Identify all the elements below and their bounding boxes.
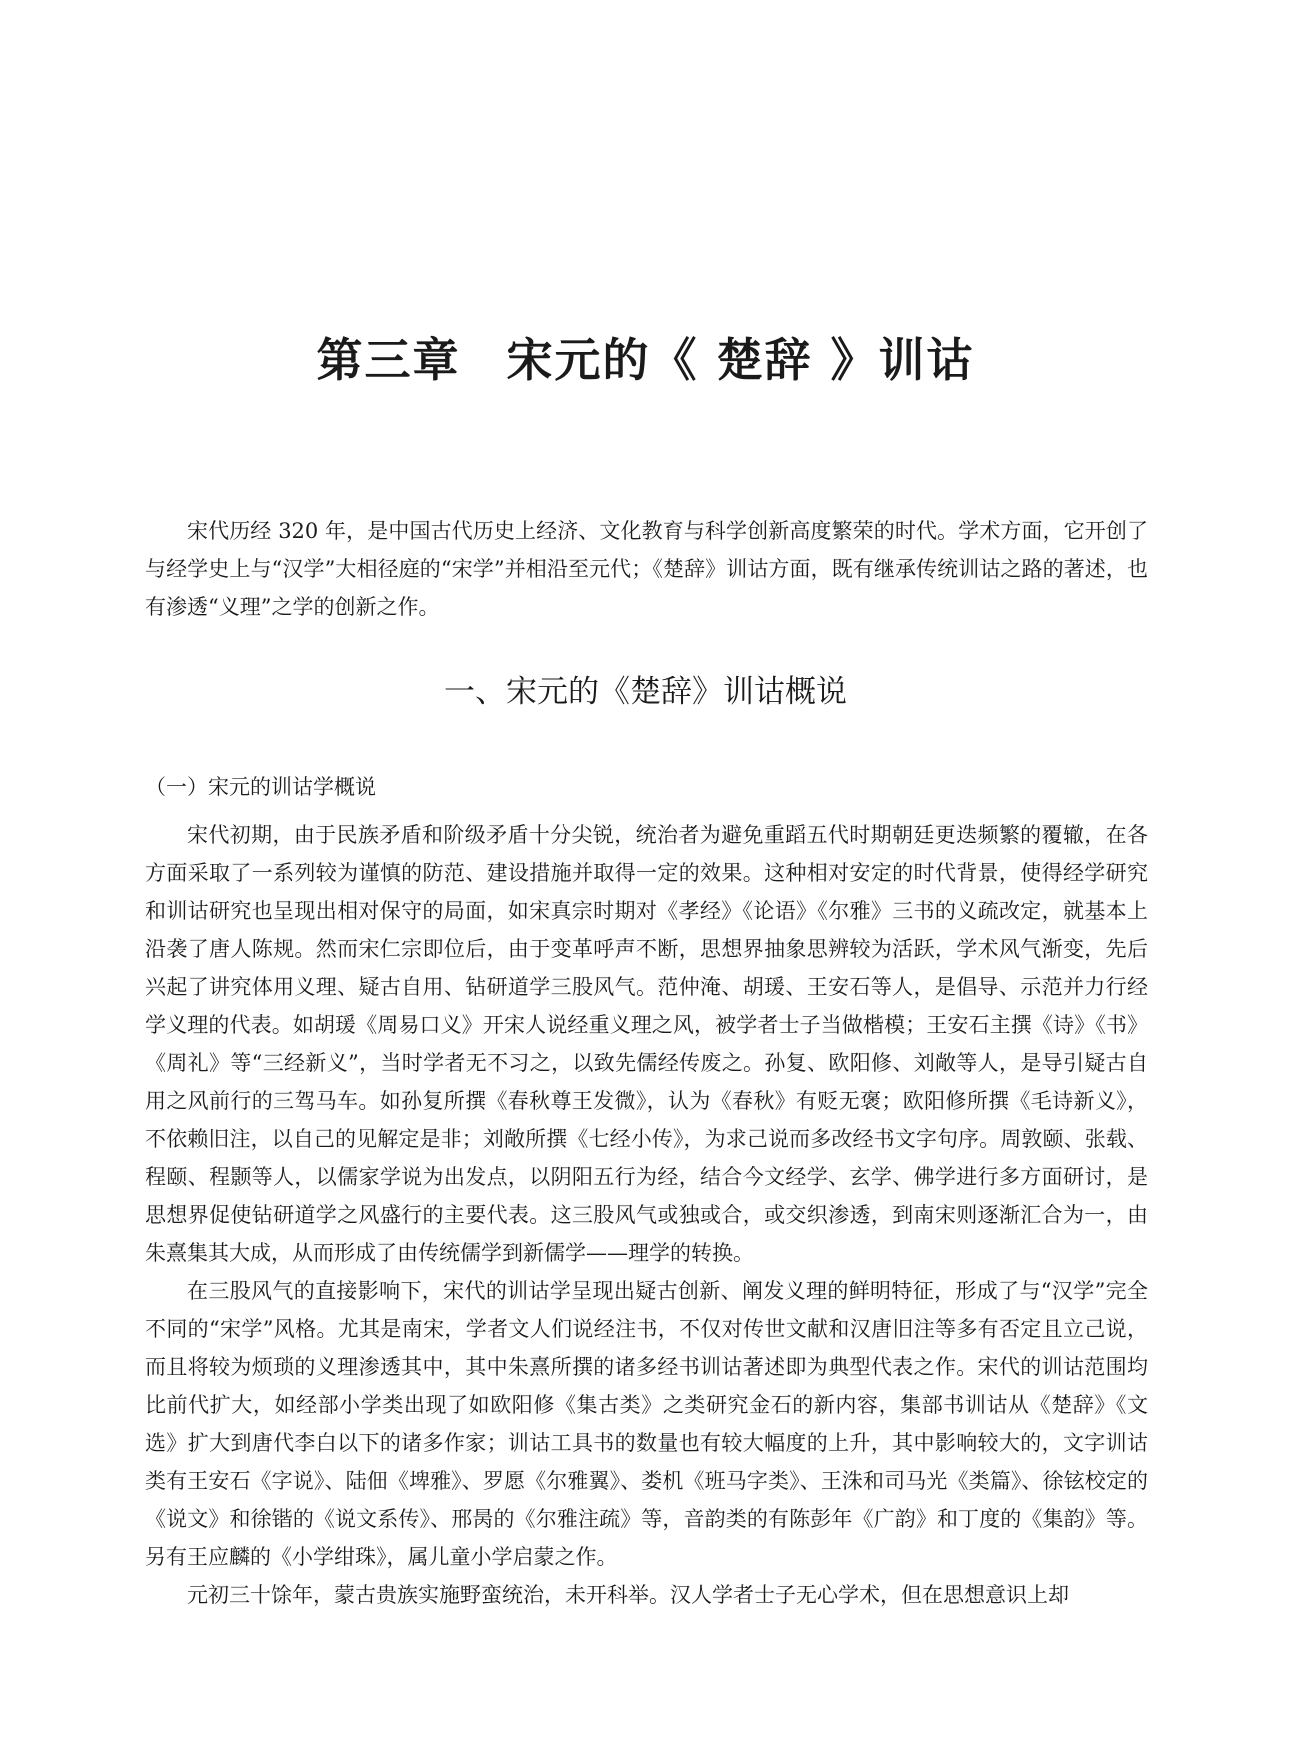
intro-block <box>145 512 1148 626</box>
subsection-title: （一）宋元的训诂学概说 <box>145 775 376 799</box>
intro-paragraph: 宋代历经 320 年，是中国古代历史上经济、文化教育与科学创新高度繁荣的时代。学术方面，它开创了与经学史上与“汉学”大相径庭的“宋学”并相沿至元代；《楚辞》训诂方面，既有继承传统训诂之路的著述，也有渗透“义理”之学的创新之作。 <box>145 519 1148 619</box>
chapter-title <box>0 330 1291 390</box>
chapter-name: 宋元的《 楚辞 》训诂 <box>506 333 975 387</box>
body-paragraph-2: 在三股风气的直接影响下，宋代的训诂学呈现出疑古创新、阐发义理的鲜明特征，形成了与“汉学”完全不同的“宋学”风格。尤其是南宋，学者文人们说经注书，不仅对传世文献和汉唐旧注等多有否定且立己说，而且将较为烦琐的义理渗透其中，其中朱熹所撰的诸多经书训诂著述即为典型代表之作。宋代的训诂范围均比前代扩大，如经部小学类出现了如欧阳修《集古类》之类研究金石的新内容，集部书训诂从《楚辞》《文选》扩大到唐代李白以下的诸多作家；训诂工具书的数量也有较大幅度的上升，其中影响较大的，文字训诂类有王安石《字说》、陆佃《埤雅》、罗愿《尔雅翼》、娄机《班马字类》、王洙和司马光《类篇》、徐铉校定的《说文》和徐锴的《说文系传》、邢昺的《尔雅注疏》等，音韵类的有陈彭年《广韵》和丁度的《集韵》等。另有王应麟的《小学绀珠》，属儿童小学启蒙之作。 <box>145 1279 1148 1569</box>
body-paragraph-3: 元初三十馀年，蒙古贵族实施野蛮统治，未开科举。汉人学者士子无心学术，但在思想意识上却 <box>187 1583 1069 1607</box>
body-text <box>145 816 1148 1614</box>
chapter-number: 第三章 <box>316 333 461 387</box>
section-title: 一、宋元的《楚辞》训诂概说 <box>444 674 847 710</box>
body-paragraph-1: 宋代初期，由于民族矛盾和阶级矛盾十分尖锐，统治者为避免重蹈五代时期朝廷更迭频繁的覆辙，在各方面采取了一系列较为谨慎的防范、建设措施并取得一定的效果。这种相对安定的时代背景，使得经学研究和训诂研究也呈现出相对保守的局面，如宋真宗时期对《孝经》《论语》《尔雅》三书的义疏改定，就基本上沿袭了唐人陈规。然而宋仁宗即位后，由于变革呼声不断，思想界抽象思辨较为活跃，学术风气渐变，先后兴起了讲究体用义理、疑古自用、钻研道学三股风气。范仲淹、胡瑗、王安石等人，是倡导、示范并力行经学义理的代表。如胡瑗《周易口义》开宋人说经重义理之风，被学者士子当做楷模；王安石主撰《诗》《书》《周礼》等“三经新义”，当时学者无不习之，以致先儒经传废之。孙复、欧阳修、刘敞等人，是导引疑古自用之风前行的三驾马车。如孙复所撰《春秋尊王发微》，认为《春秋》有贬无褒；欧阳修所撰《毛诗新义》，不依赖旧注，以自己的见解定是非；刘敞所撰《七经小传》，为求己说而多改经书文字句序。周敦颐、张载、程颐、程颢等人，以儒家学说为出发点，以阴阳五行为经，结合今文经学、玄学、佛学进行多方面研讨，是思想界促使钻研道学之风盛行的主要代表。这三股风气或独或合，或交织渗透，到南宋则逐渐汇合为一，由朱熹集其大成，从而形成了由传统儒学到新儒学——理学的转换。 <box>145 823 1148 1265</box>
